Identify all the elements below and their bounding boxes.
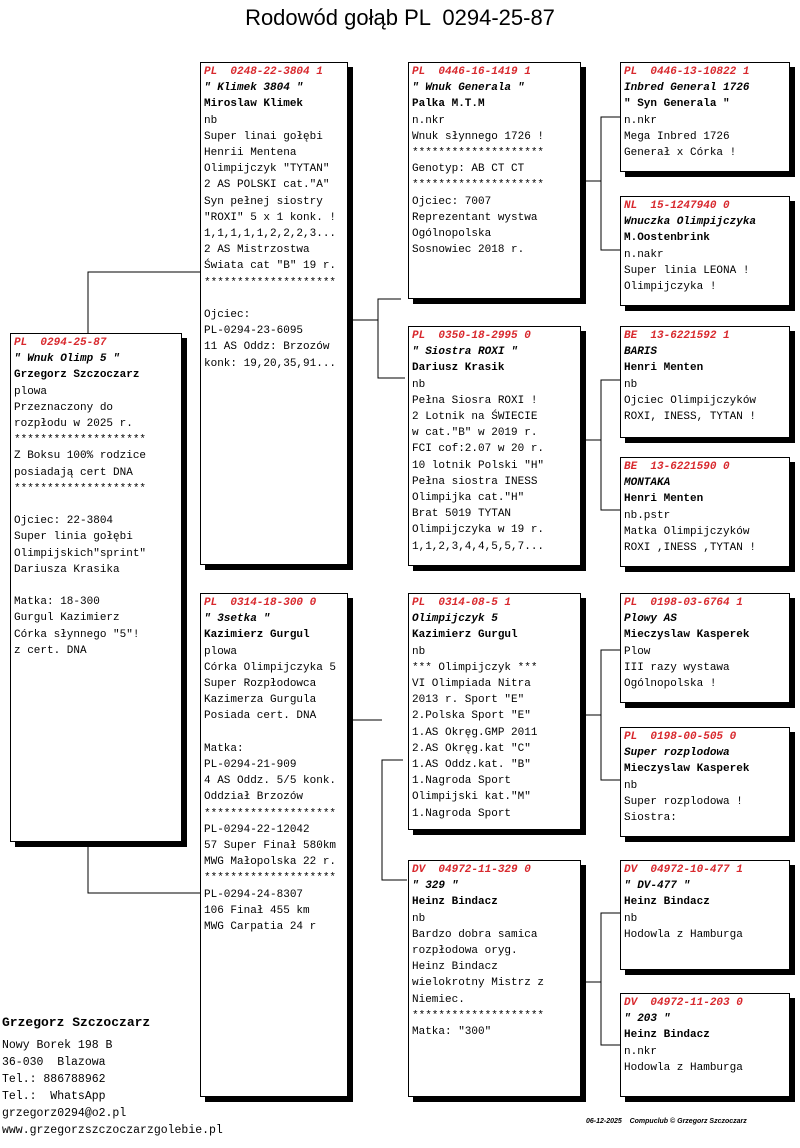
card-ff-mother bbox=[620, 196, 790, 306]
info-line: Genotyp: AB CT CT bbox=[412, 163, 525, 176]
info-line: ******************** bbox=[204, 807, 337, 820]
info-line: nb bbox=[624, 779, 638, 792]
info-line: Ogólnopolska bbox=[412, 228, 492, 241]
info-line: ROXI ,INESS ,TYTAN ! bbox=[624, 542, 757, 555]
info-line: Olimpijczyk "TYTAN" bbox=[204, 163, 330, 176]
card-mother-mother bbox=[408, 860, 581, 1097]
breeder-name: M.Oostenbrink bbox=[624, 232, 710, 245]
info-line: *** Olimpijczyk *** bbox=[412, 661, 538, 674]
owner-contact bbox=[2, 1014, 223, 1139]
info-line: VI Olimpiada Nitra bbox=[412, 678, 531, 691]
info-line: nb bbox=[624, 912, 638, 925]
info-line: Matka Olimpijczyków bbox=[624, 525, 750, 538]
info-line: Henrii Mentena bbox=[204, 147, 297, 160]
card-father bbox=[200, 62, 348, 565]
info-line: Olimpijskich"sprint" bbox=[14, 547, 147, 560]
info-line: Super rozplodowa ! bbox=[624, 795, 743, 808]
info-line: Matka: bbox=[204, 742, 244, 755]
ring-number: DV 04972-10-477 1 bbox=[624, 864, 743, 876]
info-line: III razy wystawa bbox=[624, 661, 730, 674]
owner-address-line: 36-030 Blazowa bbox=[2, 1056, 106, 1069]
info-line: Olimpijka cat."H" bbox=[412, 492, 525, 505]
ring-number: NL 15-1247940 0 bbox=[624, 200, 730, 212]
info-line: n.nkr bbox=[412, 114, 446, 127]
card-father-father bbox=[408, 62, 581, 299]
info-line: Olimpijczyka w 19 r. bbox=[412, 524, 545, 537]
page-title: Rodowód gołąb PL 0294-25-87 bbox=[245, 5, 555, 30]
info-line: Ojciec: bbox=[204, 309, 251, 322]
info-line: 10 lotnik Polski "H" bbox=[412, 459, 545, 472]
info-line: Matka: "300" bbox=[412, 1026, 492, 1039]
info-line: Dariusza Krasika bbox=[14, 563, 120, 576]
info-line: Generał x Córka ! bbox=[624, 147, 737, 160]
info-line: Hodowla z Hamburga bbox=[624, 928, 743, 941]
info-line: plowa bbox=[204, 645, 238, 658]
info-line: Siostra: bbox=[624, 812, 677, 825]
breeder-name: Henri Menten bbox=[624, 362, 704, 375]
pigeon-name: " 3setka " bbox=[204, 613, 271, 626]
ring-number: PL 0314-08-5 1 bbox=[412, 597, 512, 609]
owner-email-link[interactable]: grzegorz0294@o2.pl bbox=[2, 1107, 127, 1120]
info-line: nb bbox=[412, 378, 426, 391]
info-line: Gurgul Kazimierz bbox=[14, 612, 120, 625]
info-line: Sosnowiec 2018 r. bbox=[412, 244, 525, 257]
info-line: Heinz Bindacz bbox=[412, 961, 498, 974]
info-line: PL-0294-22-12042 bbox=[204, 823, 310, 836]
info-line: wielokrotny Mistrz z bbox=[412, 977, 545, 990]
info-line: 1.Nagroda Sport bbox=[412, 807, 512, 820]
info-line: plowa bbox=[14, 385, 48, 398]
card-mm-mother bbox=[620, 993, 790, 1097]
pigeon-name: Plowy AS bbox=[624, 613, 677, 626]
info-line: ******************** bbox=[412, 147, 545, 160]
info-line: nb bbox=[412, 645, 426, 658]
card-mm-father bbox=[620, 860, 790, 970]
card-mother-father bbox=[408, 593, 581, 830]
info-line bbox=[14, 497, 178, 513]
info-line: Hodowla z Hamburga bbox=[624, 1061, 743, 1074]
pigeon-name: BARIS bbox=[624, 346, 658, 359]
breeder-name: Mieczyslaw Kasperek bbox=[624, 763, 750, 776]
card-father-mother bbox=[408, 326, 581, 566]
ring-number: PL 0446-16-1419 1 bbox=[412, 66, 531, 78]
ring-number: DV 04972-11-329 0 bbox=[412, 864, 531, 876]
info-line: Olimpijczyka ! bbox=[624, 281, 717, 294]
info-line: Oddział Brzozów bbox=[204, 791, 304, 804]
info-line: 11 AS Oddz: Brzozów bbox=[204, 341, 330, 354]
pigeon-name: " DV-477 " bbox=[624, 880, 691, 893]
info-line: nb bbox=[624, 378, 638, 391]
owner-whatsapp: Tel.: WhatsApp bbox=[2, 1090, 106, 1103]
info-line: "ROXI" 5 x 1 konk. ! bbox=[204, 211, 337, 224]
ring-number: BE 13-6221590 0 bbox=[624, 461, 730, 473]
info-line: Pełna Siosra ROXI ! bbox=[412, 394, 538, 407]
info-line: n.nakr bbox=[624, 248, 664, 261]
owner-phone: Tel.: 886788962 bbox=[2, 1073, 106, 1086]
info-line: PL-0294-23-6095 bbox=[204, 325, 304, 338]
footer-credit: 06-12-2025 Compuclub © Grzegorz Szczoczarz bbox=[586, 1118, 747, 1125]
info-line: 2.AS Okręg.kat "C" bbox=[412, 742, 531, 755]
info-line: nb bbox=[204, 114, 218, 127]
info-line: 1,1,2,3,4,4,5,5,7... bbox=[412, 540, 545, 553]
info-line: Syn pełnej siostry bbox=[204, 195, 323, 208]
card-ff-father bbox=[620, 62, 790, 172]
owner-address-line: Nowy Borek 198 B bbox=[2, 1039, 113, 1052]
info-line: ******************** bbox=[14, 482, 147, 495]
info-line: ******************** bbox=[412, 1009, 545, 1022]
info-line: 1.Nagroda Sport bbox=[412, 775, 512, 788]
pigeon-name: " 203 " bbox=[624, 1013, 671, 1026]
owner-name: Grzegorz Szczoczarz bbox=[2, 1015, 151, 1030]
card-fm-mother bbox=[620, 457, 790, 567]
breeder-name: Kazimierz Gurgul bbox=[204, 629, 310, 642]
breeder-name: " Syn Generala " bbox=[624, 98, 730, 111]
info-line: w cat."B" w 2019 r. bbox=[412, 427, 538, 440]
info-line: nb bbox=[412, 912, 426, 925]
card-subject bbox=[10, 333, 182, 842]
info-line: Super linai gołębi bbox=[204, 130, 323, 143]
info-line: 106 Finał 455 km bbox=[204, 904, 310, 917]
info-line: 57 Super Finał 580km bbox=[204, 840, 337, 853]
info-line: Mega Inbred 1726 bbox=[624, 130, 730, 143]
info-line: Ogólnopolska ! bbox=[624, 678, 717, 691]
pigeon-name: " Wnuk Generala " bbox=[412, 82, 525, 95]
breeder-name: Kazimierz Gurgul bbox=[412, 629, 518, 642]
info-line: Matka: 18-300 bbox=[14, 596, 100, 609]
info-line: Świata cat "B" 19 r. bbox=[204, 260, 337, 273]
pigeon-name: Wnuczka Olimpijczyka bbox=[624, 216, 757, 229]
ring-number: PL 0198-03-6764 1 bbox=[624, 597, 743, 609]
card-mf-father bbox=[620, 593, 790, 703]
pigeon-name: " 329 " bbox=[412, 880, 459, 893]
info-line: Super linia gołębi bbox=[14, 531, 133, 544]
info-line: Ojciec Olimpijczyków bbox=[624, 394, 757, 407]
info-line: PL-0294-21-909 bbox=[204, 759, 297, 772]
ring-number: PL 0294-25-87 bbox=[14, 337, 107, 349]
info-line: Brat 5019 TYTAN bbox=[412, 508, 512, 521]
info-line: rozpłodowa oryg. bbox=[412, 945, 518, 958]
info-line: Ojciec: 7007 bbox=[412, 195, 492, 208]
pigeon-name: Inbred General 1726 bbox=[624, 82, 750, 95]
info-line: Olimpijski kat."M" bbox=[412, 791, 531, 804]
info-line: 4 AS Oddz. 5/5 konk. bbox=[204, 775, 337, 788]
info-line: Niemiec. bbox=[412, 993, 465, 1006]
info-line bbox=[204, 725, 344, 741]
info-line bbox=[14, 578, 178, 594]
info-line: 2013 r. Sport "E" bbox=[412, 694, 525, 707]
breeder-name: Henri Menten bbox=[624, 493, 704, 506]
info-line: Super Rozpłodowca bbox=[204, 678, 317, 691]
info-line: Córka słynnego "5"! bbox=[14, 628, 140, 641]
info-line: 2 AS POLSKI cat."A" bbox=[204, 179, 330, 192]
ring-number: PL 0350-18-2995 0 bbox=[412, 330, 531, 342]
info-line: 1,1,1,1,1,2,2,2,3... bbox=[204, 228, 337, 241]
info-line: n.nkr bbox=[624, 1045, 658, 1058]
info-line: MWG Carpatia 24 r bbox=[204, 921, 317, 934]
info-line: Z Boksu 100% rodzice bbox=[14, 450, 147, 463]
info-line: z cert. DNA bbox=[14, 644, 87, 657]
info-line: Super linia LEONA ! bbox=[624, 264, 750, 277]
card-fm-father bbox=[620, 326, 790, 438]
info-line: 1.AS Oddz.kat. "B" bbox=[412, 759, 531, 772]
info-line: 2 AS Mistrzostwa bbox=[204, 244, 310, 257]
breeder-name: Grzegorz Szczoczarz bbox=[14, 369, 140, 382]
info-line: Córka Olimpijczyka 5 bbox=[204, 661, 337, 674]
info-line: ******************** bbox=[204, 276, 337, 289]
info-line: Plow bbox=[624, 645, 651, 658]
info-line: PL-0294-24-8307 bbox=[204, 888, 304, 901]
info-line: ROXI, INESS, TYTAN ! bbox=[624, 411, 757, 424]
breeder-name: Heinz Bindacz bbox=[412, 896, 498, 909]
info-line: posiadają cert DNA bbox=[14, 466, 133, 479]
info-line: ******************** bbox=[14, 434, 147, 447]
info-line: FCI cof:2.07 w 20 r. bbox=[412, 443, 545, 456]
ring-number: BE 13-6221592 1 bbox=[624, 330, 730, 342]
breeder-name: Heinz Bindacz bbox=[624, 896, 710, 909]
info-line: ******************** bbox=[412, 179, 545, 192]
breeder-name: Miroslaw Klimek bbox=[204, 98, 304, 111]
pigeon-name: " Siostra ROXI " bbox=[412, 346, 518, 359]
breeder-name: Dariusz Krasik bbox=[412, 362, 505, 375]
info-line bbox=[204, 291, 344, 307]
pigeon-name: " Wnuk Olimp 5 " bbox=[14, 353, 120, 366]
owner-website-link[interactable]: www.grzegorzszczoczarzgolebie.pl bbox=[2, 1124, 223, 1137]
info-line: Pełna siostra INESS bbox=[412, 475, 538, 488]
info-line: Kazimerza Gurgula bbox=[204, 694, 317, 707]
pigeon-name: " Klimek 3804 " bbox=[204, 82, 304, 95]
ring-number: PL 0198-00-505 0 bbox=[624, 731, 737, 743]
pigeon-name: MONTAKA bbox=[624, 477, 671, 490]
breeder-name: Palka M.T.M bbox=[412, 98, 485, 111]
info-line: Przeznaczony do bbox=[14, 401, 114, 414]
info-line: Wnuk słynnego 1726 ! bbox=[412, 130, 545, 143]
info-line: 2 Lotnik na ŚWIECIE bbox=[412, 411, 538, 424]
info-line: nb.pstr bbox=[624, 509, 671, 522]
info-line: Ojciec: 22-3804 bbox=[14, 515, 114, 528]
info-line: Bardzo dobra samica bbox=[412, 928, 538, 941]
ring-number: DV 04972-11-203 0 bbox=[624, 997, 743, 1009]
pigeon-name: Olimpijczyk 5 bbox=[412, 613, 498, 626]
pigeon-name: Super rozplodowa bbox=[624, 747, 730, 760]
info-line: Posiada cert. DNA bbox=[204, 710, 317, 723]
info-line: konk: 19,20,35,91... bbox=[204, 357, 337, 370]
breeder-name: Mieczyslaw Kasperek bbox=[624, 629, 750, 642]
info-line: Reprezentant wystwa bbox=[412, 211, 538, 224]
info-line: 1.AS Okręg.GMP 2011 bbox=[412, 726, 538, 739]
card-mf-mother bbox=[620, 727, 790, 837]
info-line: 2.Polska Sport "E" bbox=[412, 710, 531, 723]
breeder-name: Heinz Bindacz bbox=[624, 1029, 710, 1042]
info-line: MWG Małopolska 22 r. bbox=[204, 856, 337, 869]
info-line: rozpłodu w 2025 r. bbox=[14, 418, 133, 431]
ring-number: PL 0248-22-3804 1 bbox=[204, 66, 323, 78]
info-line: n.nkr bbox=[624, 114, 658, 127]
info-line: ******************** bbox=[204, 872, 337, 885]
ring-number: PL 0446-13-10822 1 bbox=[624, 66, 750, 78]
ring-number: PL 0314-18-300 0 bbox=[204, 597, 317, 609]
